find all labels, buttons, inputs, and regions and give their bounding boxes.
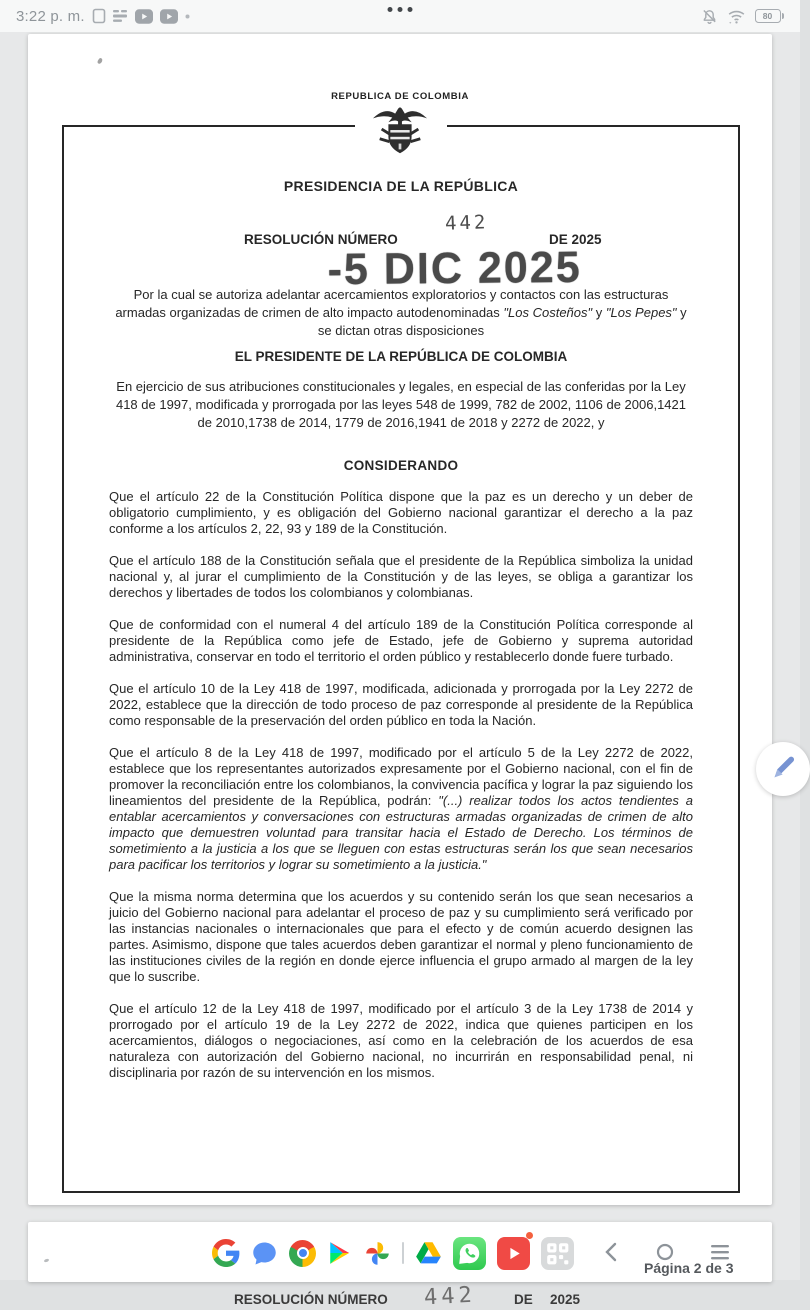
video-notification-icon — [160, 9, 178, 24]
chrome-icon[interactable] — [289, 1240, 316, 1267]
paragraph: Que el artículo 8 de la Ley 418 de 1997, modificado por el artículo 5 de la Ley 2272 de 2022, establece que los representantes autorizados expresamente por el Gobierno nacional, con el fin de promover la reconciliación entre los colombianos, la convivencia pacífica y lograr la paz siguiendo los lineamientos del presidente de la República, podrán: "(...) realizar todos los actos tendientes a entablar acercamientos y conversaciones con estructuras armadas organizadas de crimen de alto impacto que demuestren voluntad para transitar hacia el Estado de Derecho. Los términos de sometimiento a la justicia a los que se lleguen con estas estructuras serán los que sean necesarios para pacificar los territorios y lograr su sometimiento a la justicia." — [109, 745, 693, 872]
youtube-icon[interactable] — [497, 1237, 530, 1270]
messages-icon[interactable] — [251, 1240, 278, 1267]
video-notification-icon — [135, 9, 153, 24]
document-page-2 — [28, 34, 772, 1205]
pen-fab-button[interactable] — [756, 742, 810, 796]
app-dock — [212, 1236, 574, 1270]
paragraph: Que el artículo 10 de la Ley 418 de 1997, modificada, adicionada y prorrogada por la Ley 2272 de 2022, establece que la dirección de todo proceso de paz corresponde al presidente de la República como responsable de la preservación del orden público en toda la Nación. — [109, 681, 693, 728]
screenshot-icon — [92, 8, 106, 24]
paragraph: Que el artículo 22 de la Constitución Política dispone que la paz es un derecho y un deber de obligatorio cumplimiento, y es obligación del Gobierno nacional garantizar el derecho a la paz conforme a los artículos 2, 22, 93 y 189 de la Constitución. — [109, 489, 693, 536]
paragraph: Que el artículo 12 de la Ley 418 de 1997, modificado por el artículo 3 de la Ley 1738 de 2014 y prorrogado por el artículo 19 de la Ley 2272 de 2022, indica que quienes participen en los acercamientos, diálogos o negociaciones, así como en la celebración de los acuerdos de esa naturaleza con autorización del Gobierno nacional, no incurrirán en responsabilidad penal, ni disciplinaria por razón de su intervención en los mismos. — [109, 1001, 693, 1080]
battery-level: 80 — [762, 11, 773, 21]
clock: 3:22 p. m. — [16, 7, 85, 25]
paragraph: Que la misma norma determina que los acuerdos y su contenido serán los que sean necesarios a juicio del Gobierno nacional para adelantar el proceso de paz y su cumplimiento será verificado por las instancias nacionales o internacionales que para el efecto y de común acuerdo designen las partes. Asimismo, dispone que tales acuerdos deben garantizar el normal y pleno funcionamiento de las instituciones civiles de la región en donde ejerce influencia el grupo armado al margen de la ley que lo suscribe. — [109, 889, 693, 984]
resolution-de-label: DE — [514, 1292, 533, 1307]
battery-indicator — [755, 9, 785, 23]
qr-app-icon[interactable] — [541, 1237, 574, 1270]
resolution-year: DE 2025 — [549, 232, 602, 247]
back-icon — [604, 1242, 617, 1262]
resolution-number: 442 — [444, 211, 489, 235]
dock-divider — [402, 1242, 404, 1264]
paragraph: Que el artículo 188 de la Constitución señala que el presidente de la República simboliza la unidad nacional y, al jurar el cumplimiento de la Constitución y de las leyes, se obliga a garantizar los derechos y libertades de todos los colombianos y colombianas. — [109, 553, 693, 600]
temu-icon — [113, 9, 128, 23]
document-subject: Por la cual se autoriza adelantar acercamientos exploratorios y contactos con las estructuras armadas organizadas de crimen de alto impacto autodenominadas "Los Costeños" y "Los Pepes" y se dictan otras disposiciones — [115, 287, 687, 338]
home-icon — [656, 1243, 674, 1261]
issuer-heading: EL PRESIDENTE DE LA REPÚBLICA DE COLOMBIA — [234, 349, 568, 364]
page-indicator: Página 2 de 3 — [644, 1260, 734, 1276]
camera-cutout-dots — [388, 7, 413, 12]
status-bar — [0, 0, 800, 32]
google-icon[interactable] — [212, 1239, 240, 1267]
nav-back-button[interactable] — [598, 1240, 622, 1264]
resolution-year: 2025 — [550, 1292, 581, 1307]
resolution-label: RESOLUCIÓN NÚMERO — [244, 232, 398, 247]
photos-icon[interactable] — [364, 1240, 391, 1267]
recents-icon — [711, 1244, 729, 1260]
whatsapp-icon[interactable] — [453, 1237, 486, 1270]
paragraph: Que de conformidad con el numeral 4 del artículo 189 de la Constitución Política corresponde al presidente de la República como jefe de Estado, jefe de Gobierno y suprema autoridad administrativa, conservar en todo el territorio el orden público y restablecerlo donde fuere turbado. — [109, 617, 693, 664]
considering-heading: CONSIDERANDO — [343, 458, 459, 473]
pdf-viewer[interactable] — [0, 32, 800, 1310]
country-header: REPUBLICA DE COLOMBIA — [331, 91, 469, 102]
date-stamp: -5 DIC 2025 — [327, 242, 582, 295]
preamble: En ejercicio de sus atribuciones constitucionales y legales, en especial de las conferidas por la Ley 418 de 1997, modificada y prorrogada por las leyes 548 de 1999, 782 de 2002, 1106 de 2006,1421 de 2010,1738 de 2014, 1779 de 2016,1941 de 2018 y 2272 de 2022, y — [115, 379, 687, 430]
entity-title: PRESIDENCIA DE LA REPÚBLICA — [283, 178, 519, 194]
document-border-frame — [62, 125, 740, 1193]
wifi-icon — [727, 8, 746, 25]
youtube-notification-dot — [526, 1232, 533, 1239]
pen-icon — [768, 752, 798, 787]
resolution-number: 442 — [423, 1282, 477, 1310]
drive-icon[interactable] — [415, 1240, 442, 1267]
resolution-label: RESOLUCIÓN NÚMERO — [234, 1292, 388, 1307]
scan-artifact — [97, 57, 104, 64]
resolution-line — [109, 211, 693, 295]
bell-muted-icon — [701, 8, 718, 25]
play-store-icon[interactable] — [327, 1240, 353, 1266]
document-body — [109, 489, 693, 1081]
notification-overflow-dot — [185, 14, 190, 19]
coat-of-arms — [369, 102, 431, 165]
